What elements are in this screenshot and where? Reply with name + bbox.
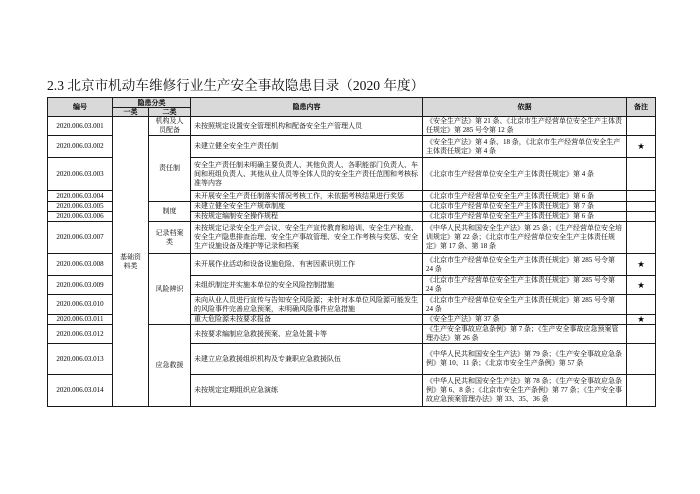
hazard-content: 未按规定编制安全操作规程 — [191, 212, 423, 222]
hazard-note-star: ★ — [627, 276, 656, 295]
table-body — [48, 117, 656, 407]
hazard-note — [627, 158, 656, 191]
table-header — [48, 98, 656, 117]
hazard-class2: 记录档案类 — [149, 222, 191, 254]
hazard-content: 安全生产责任制未明确主要负责人、其他负责人、各职能部门负责人、车间和班组负责人、其他从业人员等全体人员的安全生产责任范围和考核标准等内容 — [191, 158, 423, 191]
hazard-id: 2020.006.03.006 — [48, 212, 113, 222]
hazard-content: 未按规定定期组织应急演练 — [191, 375, 423, 407]
hazard-basis: 《北京市生产经营单位安全生产主体责任规定》第 285 号令第 24 条 — [423, 276, 627, 295]
header-category: 隐患分类 — [113, 98, 191, 108]
hazard-basis: 《中华人民共和国安全生产法》第 25 条；《生产经营单位安全培训规定》第 22 条；《北京市生产经营单位安全生产主体责任规定》第 17 条、第 18 条 — [423, 222, 627, 254]
hazard-content: 重大危险源未按要求报备 — [191, 315, 423, 325]
hazard-id: 2020.006.03.003 — [48, 158, 113, 191]
hazard-class2: 责任制 — [149, 136, 191, 202]
hazard-content: 未建立健全安全生产责任制 — [191, 136, 423, 158]
hazard-id: 2020.006.03.014 — [48, 375, 113, 407]
hazard-id: 2020.006.03.012 — [48, 325, 113, 344]
hazard-basis: 《北京市生产经营单位安全生产主体责任规定》第 285 号令第 24 条 — [423, 254, 627, 276]
hazard-id: 2020.006.03.007 — [48, 222, 113, 254]
table-row — [48, 117, 656, 136]
hazard-content: 未开展作业活动和设备设施危险、有害因素识别工作 — [191, 254, 423, 276]
header-row — [48, 98, 656, 108]
hazard-id: 2020.006.03.009 — [48, 276, 113, 295]
hazard-note-star: ★ — [627, 136, 656, 158]
hazard-content: 未向从业人员进行宣传与告知安全风险源；未针对本单位风险源可能发生的风险事件完善应急预案，未明确风险事件应急措施 — [191, 295, 423, 315]
hazard-basis: 《北京市生产经营单位安全生产主体责任规定》第 7 条 — [423, 202, 627, 212]
hazard-id: 2020.006.03.001 — [48, 117, 113, 136]
hazard-content: 未按要求编制应急救援预案、应急处置卡等 — [191, 325, 423, 344]
header-class2: 二类 — [149, 108, 191, 117]
hazard-basis: 《中华人民共和国安全生产法》第 79 条；《生产安全事故应急条例》第 10、11 条；《北京市安全生产条例》第 57 条 — [423, 344, 627, 375]
hazard-basis: 《北京市生产经营单位安全生产主体责任规定》第 4 条 — [423, 158, 627, 191]
hazard-note — [627, 325, 656, 344]
hazard-note — [627, 295, 656, 315]
hazard-basis: 《北京市生产经营单位安全生产主体责任规定》第 6 条 — [423, 191, 627, 202]
hazard-content: 未建立健全安全生产规章制度 — [191, 202, 423, 212]
header-class1: 一类 — [113, 108, 149, 117]
hazard-note — [627, 212, 656, 222]
hazard-class2: 制度 — [149, 202, 191, 222]
hazard-note — [627, 222, 656, 254]
hazard-basis: 《安全生产法》第 4 条、18 条，《北京市生产经营单位安全生产主体责任规定》第 4 条 — [423, 136, 627, 158]
header-note: 备注 — [627, 98, 656, 117]
hazard-note — [627, 375, 656, 407]
hazard-id: 2020.006.03.004 — [48, 191, 113, 202]
hazard-id: 2020.006.03.013 — [48, 344, 113, 375]
hazard-class2: 应急救援 — [149, 325, 191, 407]
hazard-class2: 风险辨识 — [149, 254, 191, 325]
hazard-basis: 《生产安全事故应急条例》第 7 条；《生产安全事故应急预案管理办法》第 26 条 — [423, 325, 627, 344]
hazard-note — [627, 117, 656, 136]
hazard-basis: 《安全生产法》第 37 条 — [423, 315, 627, 325]
hazard-id: 2020.006.03.008 — [48, 254, 113, 276]
hazard-note-star: ★ — [627, 254, 656, 276]
hazard-basis: 《北京市生产经营单位安全生产主体责任规定》第 285 号令第 24 条 — [423, 295, 627, 315]
hazard-id: 2020.006.03.002 — [48, 136, 113, 158]
hazard-id: 2020.006.03.011 — [48, 315, 113, 325]
header-id: 编号 — [48, 98, 113, 117]
hazard-basis: 《中华人民共和国安全生产法》第 78 条；《生产安全事故应急条例》第 6、8 条；《北京市安全生产条例》第 77 条；《生产安全事故应急预案管理办法》第 33、35、36 条 — [423, 375, 627, 407]
hazard-content: 未按规定记录安全生产会议、安全生产宣传教育和培训、安全生产检查、安全生产隐患排查治理、安全生产事故管理、安全工作考核与奖惩、安全生产设施设备及维护等记录和档案 — [191, 222, 423, 254]
hazard-content: 未建立应急救援组织机构及专兼职应急救援队伍 — [191, 344, 423, 375]
hazard-note — [627, 191, 656, 202]
hazard-class1: 基础资料类 — [113, 117, 149, 407]
hazard-class2: 机构及人员配备 — [149, 117, 191, 136]
hazard-id: 2020.006.03.005 — [48, 202, 113, 212]
header-content: 隐患内容 — [191, 98, 423, 117]
hazard-note-star: ★ — [627, 315, 656, 325]
hazard-catalog-table — [47, 97, 656, 407]
hazard-basis: 《北京市生产经营单位安全生产主体责任规定》第 6 条 — [423, 212, 627, 222]
header-basis: 依据 — [423, 98, 627, 117]
hazard-note — [627, 344, 656, 375]
hazard-id: 2020.006.03.010 — [48, 295, 113, 315]
hazard-note — [627, 202, 656, 212]
hazard-content: 未组织制定并实施本单位的安全风险控制措施 — [191, 276, 423, 295]
page-title: 2.3 北京市机动车维修行业生产安全事故隐患目录（2020 年度） — [47, 78, 425, 93]
hazard-content: 未开展安全生产责任制落实情况考核工作，未依据考核结果进行奖惩 — [191, 191, 423, 202]
hazard-content: 未按照规定设置安全管理机构和配备安全生产管理人员 — [191, 117, 423, 136]
hazard-basis: 《安全生产法》第 21 条、《北京市生产经营单位安全生产主体责任规定》第 285 号令第 12 条 — [423, 117, 627, 136]
